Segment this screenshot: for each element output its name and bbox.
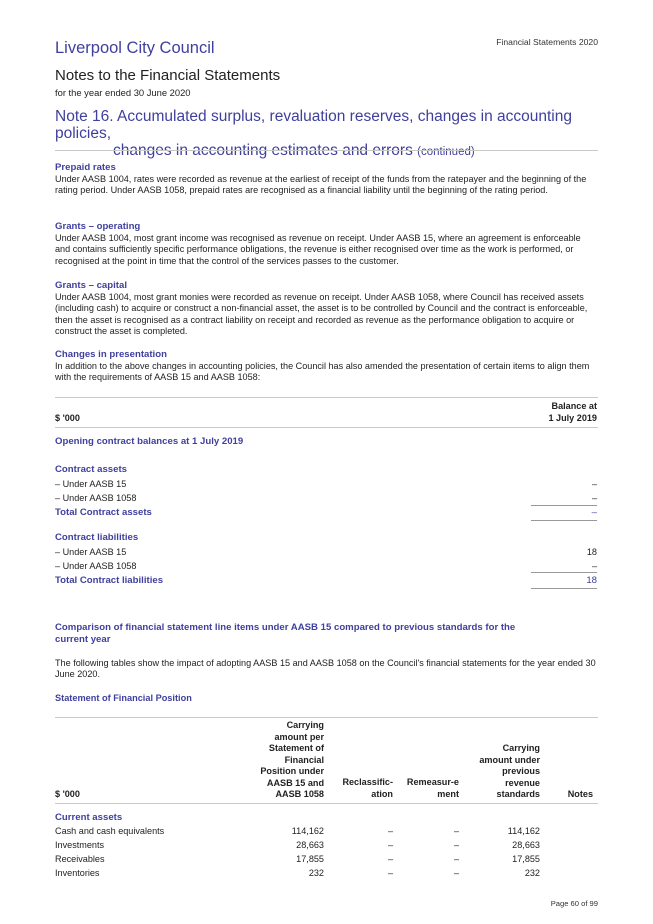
- sfp-row-reclassification-value: –: [387, 854, 393, 864]
- note-heading: [55, 108, 610, 161]
- note-heading-line1: Note 16. Accumulated surplus, revaluation reserves, changes in accounting policies,: [55, 108, 572, 142]
- total-contract-assets-label: Total Contract assets: [55, 507, 152, 518]
- sfp-col1-line: Statement of: [268, 743, 324, 753]
- page-number: Page 60 of 99: [550, 899, 598, 908]
- current-assets-heading: Current assets: [55, 812, 123, 823]
- sfp-col4-line: standards: [496, 789, 540, 799]
- comparison-heading-line1: Comparison of financial statement line items under AASB 15 compared to previous standards for the: [55, 622, 516, 633]
- comparison-text: The following tables show the impact of adopting AASB 15 and AASB 1058 on the Council's financial statements for the year ended 30 June 2020.: [55, 658, 596, 680]
- prepaid-rates-text: Under AASB 1004, rates were recorded as revenue at the earliest of receipt of the funds from the ratepayer and the beginning of the rating period. Under AASB 1058, prepaid rates are recognised as a financial liability until the beginning of the rating period.: [55, 174, 587, 196]
- sfp-row-remeasurement-value: –: [453, 840, 459, 850]
- sfp-col-header-aasb15: [204, 720, 324, 801]
- sfp-row-reclassification-value: –: [387, 868, 393, 878]
- contract-liabilities-heading: Contract liabilities: [55, 532, 139, 543]
- sfp-row-label: Inventories: [55, 868, 100, 878]
- grants-capital-heading: Grants – capital: [55, 280, 127, 291]
- contract-liabilities-row-value: 18: [586, 547, 597, 557]
- contract-table-top-rule: [55, 397, 598, 398]
- contract-table-header-rule: [55, 427, 598, 428]
- sfp-col1-line: Position under: [260, 766, 324, 776]
- comparison-heading: [55, 622, 598, 646]
- sfp-col2-line: Reclassific-: [342, 777, 393, 787]
- sfp-table-header-rule: [55, 803, 598, 804]
- contract-table-unit: $ '000: [55, 413, 80, 423]
- sfp-col4-line: revenue: [505, 777, 540, 788]
- sfp-col3-line: Remeasur-e: [406, 777, 459, 787]
- sfp-row-remeasurement-value: –: [453, 868, 459, 878]
- contract-assets-row-value: –: [591, 479, 597, 489]
- sfp-heading: Statement of Financial Position: [55, 693, 192, 703]
- sfp-col1-line: AASB 15 and: [266, 777, 324, 788]
- grants-operating-heading: Grants – operating: [55, 221, 141, 232]
- sfp-col4-line: previous: [502, 766, 540, 776]
- contract-liabilities-row-value: –: [591, 561, 597, 571]
- heading-divider: [55, 150, 598, 151]
- sfp-table-top-rule: [55, 717, 598, 718]
- contract-assets-heading: Contract assets: [55, 464, 127, 475]
- comparison-heading-line2: current year: [55, 634, 111, 645]
- sfp-row-previous-value: 17,855: [512, 854, 540, 864]
- sfp-row-aasb15-value: 114,162: [291, 826, 324, 836]
- assets-subtotal-line: [531, 505, 597, 506]
- sfp-row-previous-value: 114,162: [507, 826, 540, 836]
- note-heading-continued: (continued): [417, 146, 475, 158]
- sfp-row-aasb15-value: 232: [308, 868, 324, 878]
- contract-liabilities-row: – Under AASB 1058: [55, 561, 137, 571]
- sfp-row-aasb15-value: 17,855: [296, 854, 324, 864]
- liabilities-subtotal-line: [531, 572, 597, 573]
- total-contract-liabilities-label: Total Contract liabilities: [55, 575, 164, 586]
- changes-presentation-heading: Changes in presentation: [55, 349, 167, 360]
- sfp-row-remeasurement-value: –: [453, 854, 459, 864]
- total-contract-assets-value: –: [591, 507, 597, 518]
- notes-title: Notes to the Financial Statements: [55, 67, 281, 84]
- sfp-col1-line: Carrying: [286, 720, 324, 730]
- balance-column-header: [548, 401, 597, 424]
- grants-operating-text: Under AASB 1004, most grant income was recognised as revenue on receipt. Under AASB 15, where an agreement is enforceable and contains sufficiently specific performance obligations, the revenue is either recognised over time as the work is performed, or recognised at the point in time that the control of the services passes to the customer.: [55, 233, 581, 266]
- sfp-row-previous-value: 28,663: [512, 840, 540, 850]
- assets-total-line: [531, 520, 597, 521]
- sfp-col4-line: amount under: [479, 754, 540, 765]
- note-heading-line2: changes in accounting estimates and errors: [113, 142, 413, 159]
- document-title: Financial Statements 2020: [496, 37, 598, 47]
- prepaid-rates-heading: Prepaid rates: [55, 162, 116, 173]
- contract-assets-row: – Under AASB 1058: [55, 493, 137, 503]
- grants-capital-text: Under AASB 1004, most grant monies were recorded as revenue on receipt. Under AASB 1058, where Council has received assets (including cash) to acquire or construct a non-financial asset, the asset is to be controlled by Council and the contract is enforceable, then the asset is recognised as a contract liability on receipt and recorded as revenue as the performance obligation to acquire or construct the asset is completed.: [55, 292, 588, 337]
- changes-presentation-text: In addition to the above changes in accounting policies, the Council has also amended the presentation of certain items to align them with the requirements of AASB 15 and AASB 1058:: [55, 361, 590, 383]
- contract-liabilities-row: – Under AASB 15: [55, 547, 127, 557]
- sfp-col-header-reclassification: [323, 777, 393, 800]
- sfp-col4-line: Carrying: [502, 743, 540, 753]
- balance-header-line2: 1 July 2019: [548, 412, 597, 423]
- sfp-col1-line: AASB 1058: [275, 789, 324, 799]
- sfp-row-remeasurement-value: –: [453, 826, 459, 836]
- sfp-col1-line: amount per: [274, 731, 324, 742]
- notes-subtitle: for the year ended 30 June 2020: [55, 87, 191, 98]
- sfp-col1-line: Financial: [284, 754, 324, 765]
- opening-balances-label: Opening contract balances at 1 July 2019: [55, 436, 244, 447]
- sfp-col2-line: ation: [371, 788, 393, 799]
- sfp-col3-line: ment: [437, 788, 459, 799]
- sfp-row-label: Receivables: [55, 854, 105, 864]
- total-contract-liabilities-value: 18: [586, 575, 597, 586]
- balance-header-line1: Balance at: [551, 401, 597, 411]
- contract-assets-row: – Under AASB 15: [55, 479, 127, 489]
- council-name: Liverpool City Council: [55, 39, 215, 57]
- sfp-table-unit: $ '000: [55, 789, 80, 799]
- sfp-col-header-previous-standards: [460, 743, 540, 801]
- sfp-row-previous-value: 232: [524, 868, 540, 878]
- sfp-row-label: Investments: [55, 840, 105, 850]
- sfp-col-header-remeasurement: [389, 777, 459, 800]
- sfp-col-header-notes: Notes: [567, 789, 593, 799]
- sfp-row-label: Cash and cash equivalents: [55, 826, 165, 836]
- sfp-row-aasb15-value: 28,663: [296, 840, 324, 850]
- sfp-row-reclassification-value: –: [387, 826, 393, 836]
- contract-assets-row-value: –: [591, 493, 597, 503]
- liabilities-total-line: [531, 588, 597, 589]
- sfp-row-reclassification-value: –: [387, 840, 393, 850]
